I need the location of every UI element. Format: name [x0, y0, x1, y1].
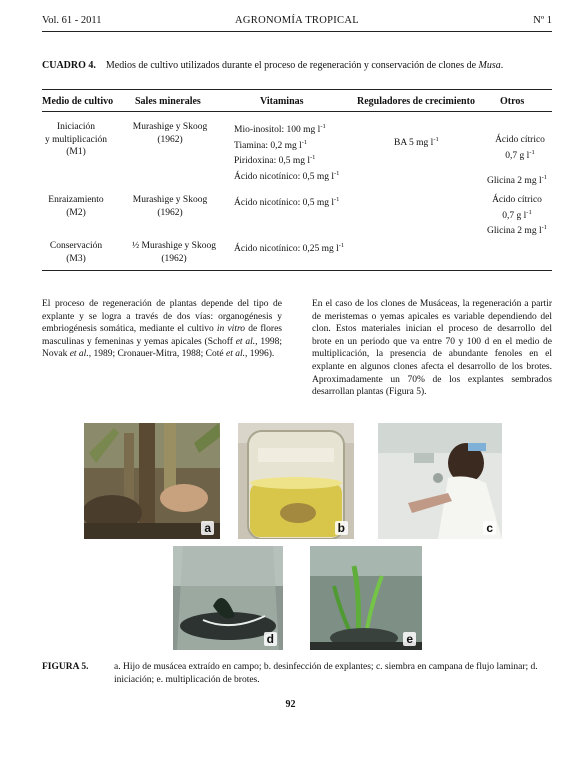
photo-c-laminar-flow: [378, 423, 502, 539]
column-header-reguladores: Reguladores de crecimiento: [357, 96, 475, 107]
table-bottom-rule: [42, 270, 552, 271]
body-paragraph-left: El proceso de regeneración de plantas depende del tipo de explante y se logra a través de dos vías: organogénesis y embriogénesis somática, mediante el cultivo in vitro de flores masculinas y femeninas y yemas apicales (Schoff et al., 1998; Novak et al., 1989; Cronauer-Mitra, 1988; Coté et al., 1996).: [42, 299, 283, 360]
panel-label-c: c: [483, 521, 496, 535]
table-row-m3-medio: Conservación (M3): [49, 241, 103, 264]
table-row-m1-vitaminas: Mio-inositol: 100 mg $l^{-1}$ Tiamina: 0,2 mg $l^{-1}$ Piridoxina: 0,5 mg $l^{-1}$ Ácido nicotínico: 0,5 mg $l^{-1}$: [234, 123, 340, 183]
table-row-m2-sales: Murashige y Skoog (1962): [132, 195, 208, 218]
page-number: 92: [285, 699, 296, 710]
column-header-vitaminas: Vitaminas: [260, 96, 304, 107]
photo-b-jar-disinfection: [238, 423, 354, 539]
table-row-m1-otros: Ácido cítrico 0,7 g $l^{-1}$: [495, 135, 545, 161]
table-header-rule: [42, 111, 552, 112]
volume-label: Vol. 61 - 2011: [42, 15, 102, 26]
photo-a-image: [84, 423, 220, 539]
figure-caption-label: FIGURA 5.: [42, 662, 89, 672]
table-caption-text: Medios de cultivo utilizados durante el proceso de regeneración y conservación de clones de Musa.: [105, 60, 504, 71]
table-row-m2-otros: Ácido cítrico 0,7 g $l^{-1}$ Glicina 2 mg $l^{-1}$: [486, 195, 548, 237]
table-row-m1-otros-glicina: Glicina 2 mg $l^{-1}$: [486, 174, 548, 187]
column-header-medio: Medio de cultivo: [42, 96, 114, 107]
table-row-m3-vitaminas: Ácido nicotínico: 0,25 mg $l^{-1}$: [234, 242, 345, 255]
table-row-m1-reguladores: BA 5 mg $l^{-1}$: [394, 136, 439, 149]
table-top-rule: [42, 89, 552, 90]
panel-label-b: b: [335, 521, 348, 535]
column-header-otros: Otros: [500, 96, 525, 107]
table-caption-label: CUADRO 4.: [42, 60, 96, 71]
table-row-m3-sales: ½ Murashige y Skoog (1962): [132, 241, 216, 264]
panel-label-a: a: [201, 521, 214, 535]
body-paragraph-right: En el caso de los clones de Musáceas, la regeneración a partir de meristemas o yemas apicales es variable dependiendo del clon. Estos materiales inician el proceso de desarrollo del brote en un periodo que va entre 70 y 100 d en el medio de multiplicación, la presencia de abundante fenoles en el explante en algunos clones afecta el desarrollo de los brotes. Aproximadamente un 70% de los explantes sembrados desarrollan plantas (Figura 5).: [312, 299, 552, 398]
header-rule: [42, 31, 552, 32]
table-caption: [42, 60, 552, 71]
issue-number: Nº 1: [533, 15, 552, 26]
photo-e-multiplication: [310, 546, 422, 650]
table-row-m1-sales: Murashige y Skoog (1962): [132, 122, 208, 145]
table-row-m1-medio: Iniciación y multiplicación (M1): [44, 122, 107, 157]
table-row-m2-medio: Enraizamiento (M2): [48, 195, 104, 218]
photo-a-banana-sucker: [84, 423, 220, 539]
journal-title: AGRONOMÍA TROPICAL: [235, 15, 359, 26]
column-header-sales: Sales minerales: [135, 96, 201, 107]
panel-label-e: e: [403, 632, 416, 646]
panel-label-d: d: [264, 632, 277, 646]
figure-caption-text: a. Hijo de musácea extraído en campo; b. desinfección de explantes; c. siembra en campana de flujo laminar; d. iniciación; e. multiplicación de brotes.: [114, 662, 538, 685]
table-row-m2-vitaminas: Ácido nicotínico: 0,5 mg $l^{-1}$: [234, 196, 340, 209]
photo-d-initiation: [173, 546, 283, 650]
